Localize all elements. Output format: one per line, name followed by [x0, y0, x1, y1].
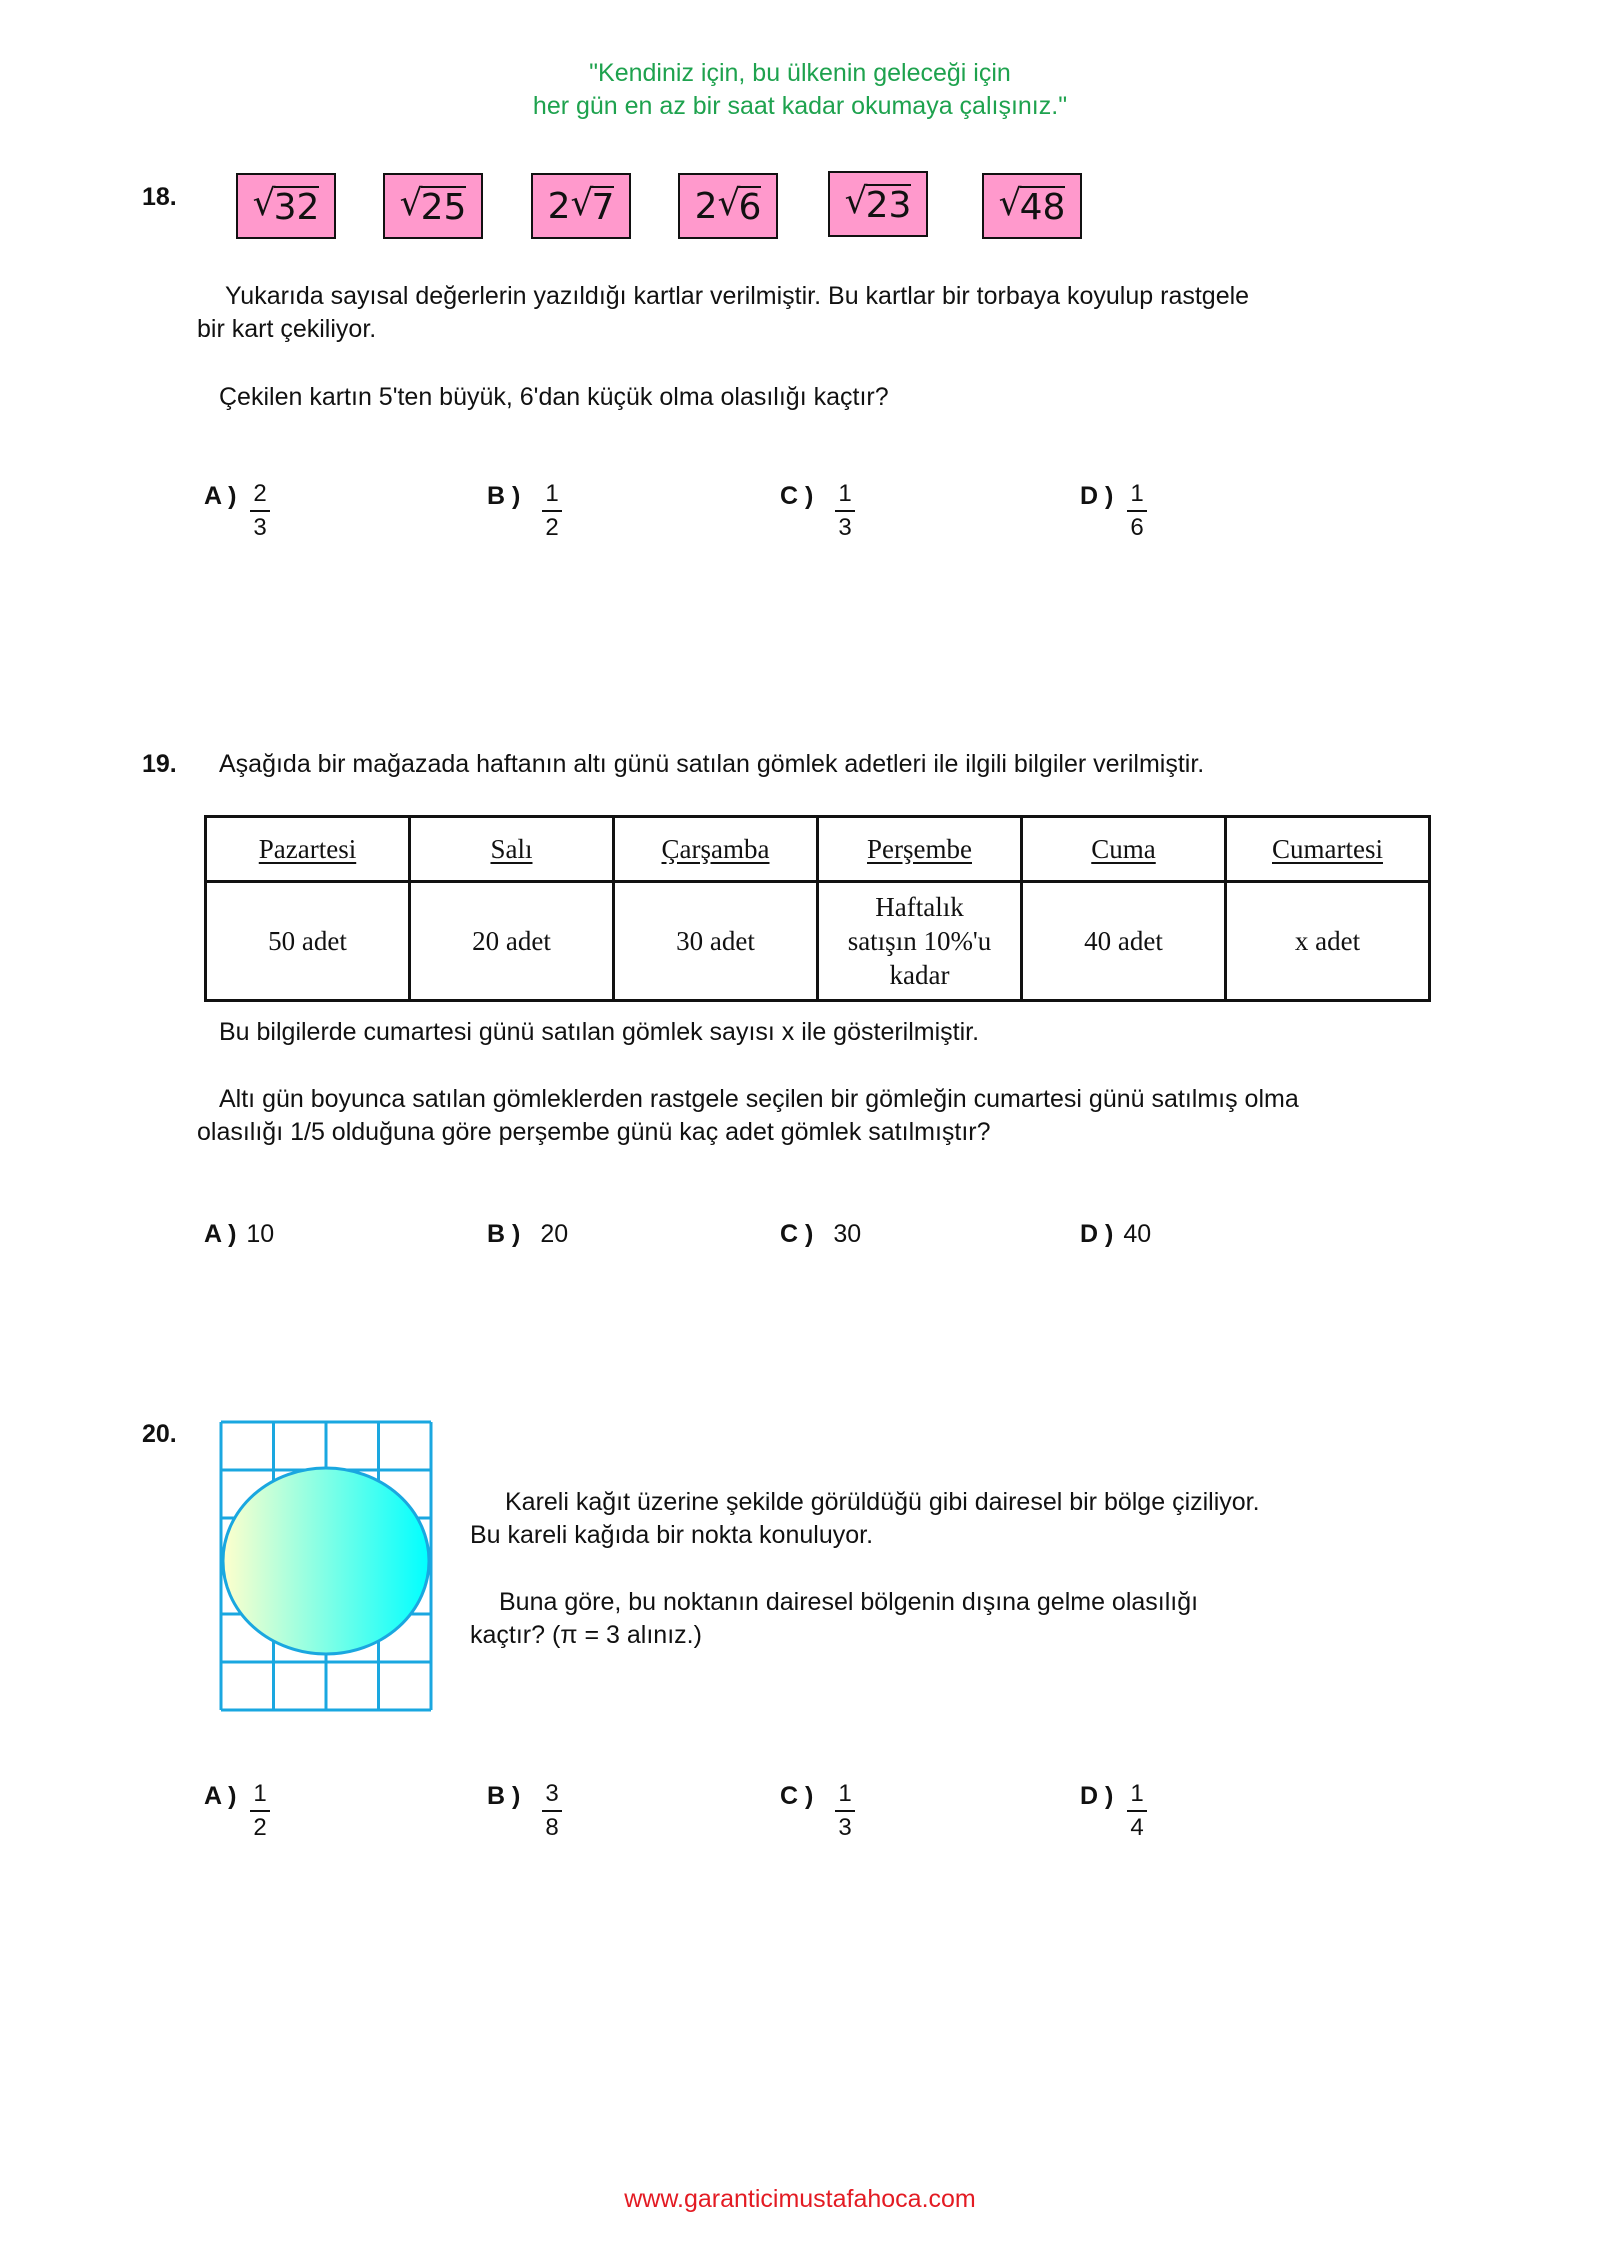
- question-text: olasılığı 1/5 olduğuna göre perşembe günü kaç adet gömlek satılmıştır?: [197, 1118, 991, 1146]
- option-value: 20: [540, 1220, 569, 1248]
- denominator: 3: [838, 1814, 852, 1841]
- card-coefficient: 2: [547, 185, 571, 227]
- denominator: 3: [838, 514, 852, 541]
- numerator: 1: [1127, 1780, 1146, 1812]
- option-label: B ): [487, 1220, 521, 1248]
- fraction: [542, 1780, 561, 1842]
- card-coefficient: 2: [694, 185, 718, 227]
- cell-line: satışın 10%'u: [847, 926, 992, 956]
- fraction: [542, 480, 561, 542]
- day-label: Cuma: [1091, 833, 1156, 864]
- radical-expression: [399, 183, 467, 228]
- option-a[interactable]: [204, 1218, 274, 1251]
- option-a[interactable]: [204, 1780, 270, 1842]
- option-b[interactable]: [487, 480, 562, 542]
- grid-circle-figure: [216, 1418, 438, 1728]
- denominator: 3: [253, 514, 267, 541]
- numerator: 1: [542, 480, 561, 512]
- option-c[interactable]: [780, 1780, 855, 1842]
- sqrt-icon: √: [399, 183, 423, 224]
- table-header-row: [206, 817, 1430, 882]
- option-c[interactable]: [780, 1218, 861, 1251]
- table-cell: 30 adet: [614, 882, 818, 1001]
- table-header-cell: [1226, 817, 1430, 882]
- option-label: D ): [1080, 1782, 1114, 1810]
- question-intro: Aşağıda bir mağazada haftanın altı günü satılan gömlek adetleri ile ilgili bilgiler verilmiştir.: [219, 750, 1205, 778]
- fraction: [250, 1780, 269, 1842]
- table-cell: x adet: [1226, 882, 1430, 1001]
- table-header-cell: [818, 817, 1022, 882]
- table-header-cell: [410, 817, 614, 882]
- sqrt-icon: √: [570, 182, 594, 224]
- card-radicand: 7: [591, 186, 615, 228]
- number-card: [383, 173, 483, 239]
- radical-expression: [694, 182, 762, 228]
- card-radicand: 6: [738, 186, 762, 228]
- table-cell: [818, 882, 1022, 1001]
- numerator: 1: [835, 480, 854, 512]
- table-cell: 20 adet: [410, 882, 614, 1001]
- cell-line: Haftalık: [875, 892, 964, 922]
- option-label: A ): [204, 1220, 237, 1248]
- fraction: [835, 480, 854, 542]
- question-text: Kareli kağıt üzerine şekilde görüldüğü gibi dairesel bir bölge çiziliyor.: [505, 1488, 1260, 1516]
- table-header-cell: [1022, 817, 1226, 882]
- question-text: bir kart çekiliyor.: [197, 315, 377, 343]
- question-number: 19.: [142, 750, 177, 778]
- numerator: 3: [542, 1780, 561, 1812]
- question-text: Buna göre, bu noktanın dairesel bölgenin dışına gelme olasılığı: [499, 1588, 1199, 1616]
- radical-expression: [844, 181, 912, 226]
- footer-website-link[interactable]: www.garanticimustafahoca.com: [624, 2185, 976, 2213]
- table-header-cell: [206, 817, 410, 882]
- option-label: B ): [487, 1782, 521, 1810]
- number-card: [828, 171, 928, 237]
- fraction: [250, 480, 269, 542]
- option-label: C ): [780, 1220, 814, 1248]
- option-a[interactable]: [204, 480, 270, 542]
- fraction: [1127, 1780, 1146, 1842]
- day-label: Perşembe: [867, 833, 972, 864]
- option-label: A ): [204, 1782, 237, 1810]
- option-b[interactable]: [487, 1780, 562, 1842]
- option-value: 10: [246, 1220, 275, 1248]
- option-label: C ): [780, 1782, 814, 1810]
- question-number: 20.: [142, 1420, 177, 1448]
- motivational-quote: [0, 57, 1600, 123]
- quote-line-1: "Kendiniz için, bu ülkenin geleceği için: [589, 59, 1011, 87]
- denominator: 2: [545, 514, 559, 541]
- number-card: [531, 173, 631, 239]
- option-d[interactable]: [1080, 1780, 1147, 1842]
- table-cell: 40 adet: [1022, 882, 1226, 1001]
- day-label: Pazartesi: [258, 833, 357, 864]
- option-value: 40: [1123, 1220, 1152, 1248]
- number-card: [982, 173, 1082, 239]
- fraction: [835, 1780, 854, 1842]
- numerator: 1: [835, 1780, 854, 1812]
- option-label: D ): [1080, 1220, 1114, 1248]
- card-radicand: 23: [865, 185, 912, 226]
- option-label: A ): [204, 482, 237, 510]
- question-number: 18.: [142, 183, 177, 211]
- sqrt-icon: √: [998, 183, 1022, 224]
- option-b[interactable]: [487, 1218, 568, 1251]
- denominator: 4: [1130, 1814, 1144, 1841]
- number-card: [236, 173, 336, 239]
- denominator: 2: [253, 1814, 267, 1841]
- numerator: 2: [250, 480, 269, 512]
- table-row: [206, 882, 1430, 1001]
- day-label: Cumartesi: [1272, 833, 1383, 864]
- cell-line: kadar: [889, 960, 950, 990]
- sqrt-icon: √: [844, 181, 868, 222]
- day-label: Salı: [490, 833, 533, 864]
- option-label: B ): [487, 482, 521, 510]
- number-card: [678, 173, 778, 239]
- radical-expression: [998, 183, 1066, 228]
- question-note: Bu bilgilerde cumartesi günü satılan gömlek sayısı x ile gösterilmiştir.: [219, 1018, 980, 1046]
- radical-expression: [547, 182, 615, 228]
- option-d[interactable]: [1080, 480, 1147, 542]
- day-label: Çarşamba: [661, 833, 770, 864]
- quote-line-2: her gün en az bir saat kadar okumaya çalışınız.": [532, 92, 1068, 120]
- numerator: 1: [250, 1780, 269, 1812]
- table-header-cell: [614, 817, 818, 882]
- question-prompt: Çekilen kartın 5'ten büyük, 6'dan küçük olma olasılığı kaçtır?: [219, 383, 889, 411]
- question-prompt: kaçtır? (π = 3 alınız.): [470, 1621, 702, 1649]
- option-d[interactable]: [1080, 1218, 1151, 1251]
- option-label: D ): [1080, 482, 1114, 510]
- circular-region: [223, 1468, 429, 1654]
- question-text: Altı gün boyunca satılan gömleklerden rastgele seçilen bir gömleğin cumartesi günü satılmış olma: [219, 1085, 1299, 1113]
- sqrt-icon: √: [252, 183, 276, 224]
- card-radicand: 48: [1019, 187, 1066, 228]
- card-radicand: 25: [420, 187, 467, 228]
- denominator: 6: [1130, 514, 1144, 541]
- sqrt-icon: √: [717, 182, 741, 224]
- question-text: Yukarıda sayısal değerlerin yazıldığı kartlar verilmiştir. Bu kartlar bir torbaya koyulup rastgele: [225, 282, 1250, 310]
- radical-expression: [252, 183, 320, 228]
- option-value: 30: [833, 1220, 862, 1248]
- table-cell: 50 adet: [206, 882, 410, 1001]
- card-radicand: 32: [273, 187, 320, 228]
- denominator: 8: [545, 1814, 559, 1841]
- option-c[interactable]: [780, 480, 855, 542]
- sales-table: [204, 815, 1431, 1002]
- question-text: Bu kareli kağıda bir nokta konuluyor.: [470, 1521, 874, 1549]
- option-label: C ): [780, 482, 814, 510]
- numerator: 1: [1127, 480, 1146, 512]
- fraction: [1127, 480, 1146, 542]
